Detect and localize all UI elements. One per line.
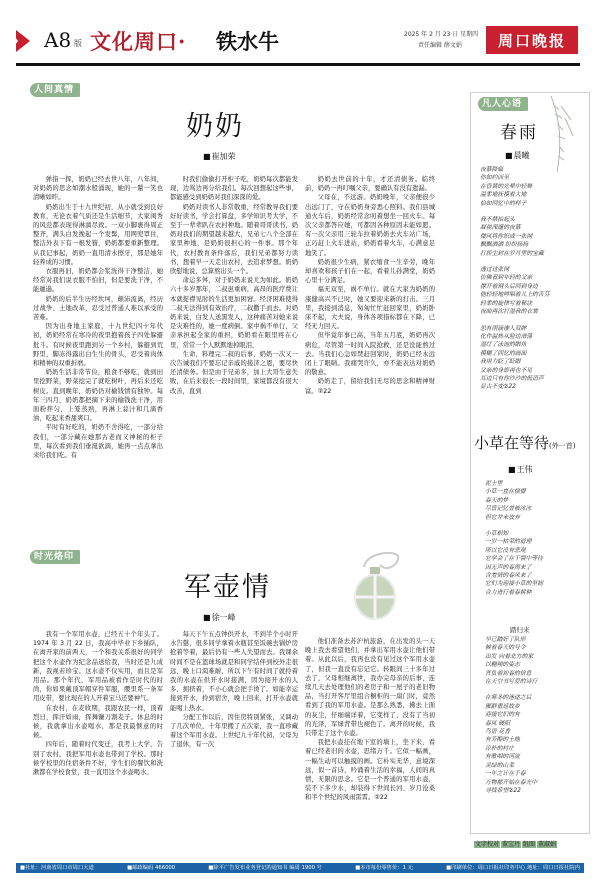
poem-line: 夜幕降临	[480, 167, 504, 173]
poem-line: 恰如回忆中的样子	[480, 200, 527, 207]
paragraph: 我有一个军用水壶，已经五十个年头了。1974 年 3 月 22 日，我高中毕业下乡插队，在离开家的前两天，一个和我关系很好的同学把这个水壶作为纪念品送给我，当时还是九成新，我视若珍宝。这水壶不仅实用，而且是军用品。那个年代，军用品被看作是时代的时尚，你如果戴顶军帽穿件军服，腰里系一条军用皮带，要比现在的人开着宝马还要神气。	[33, 631, 163, 703]
poem-line: 合力进行着春耕种	[485, 589, 532, 596]
poem-line: 微风将你织成一张网	[480, 233, 533, 240]
article2-column-2	[170, 630, 298, 852]
poem-line: 它们为迎接小草的坚韧	[485, 581, 543, 588]
editor-credit: 责任编辑 薛文娟	[418, 42, 462, 49]
poem-line: 所以它没有悲观	[485, 547, 526, 554]
poem-line: 寻找希望②22	[485, 787, 521, 794]
canteen-illustration	[340, 545, 420, 625]
poem-line: 候着春天的号令	[485, 645, 526, 652]
paragraph: 福无双至，祸不单行。就在大家为奶奶的康健高兴不已时，她又要迎来新的打击。三月里，我接到消息，匆匆忙忙赶回家里，奶奶卧床不起，大夫说，身体各项指标都在下降，已经无力回天。	[305, 286, 435, 331]
poem2-title	[474, 432, 575, 453]
poem-line: 湿红了泳池的眼角	[480, 342, 527, 349]
poem-line: 显古不变②22	[480, 384, 516, 391]
poem3-title: 踏归来	[510, 626, 530, 634]
credit-name-photo: 董淑娟	[538, 841, 557, 848]
section-tag-sidebar	[478, 97, 528, 111]
credit-name-proof: 董宝丹	[502, 841, 521, 848]
paragraph: 但毕竟年事已高，当年五月底，奶奶再次病危，尽管第一时间入院抢救，还是没能熬过去。当我们心急如焚赶回家时，奶奶已经永远闭上了眼睛。我痛哭许久，亦不能表达对奶奶的敬意。	[305, 332, 435, 377]
footer-address: ■社址：河南省周口市周口大道	[20, 865, 94, 871]
poem2-title-suffix: (外一首)	[549, 442, 576, 450]
poem-stanza	[480, 325, 584, 392]
poem1-byline: ■ 晨曦	[505, 150, 530, 161]
paragraph: 每天下午五点钟供开水，不到半个小时开水告罄，很多同学拿着水瓶甚至饭碗去锅炉房抢着等着，最后仍有一些人失望而去。我课余时间不是在篮球场就是和同学结伴到校外走很远，晚上口渴难耐，所以下午有时间了就拎着我的水壶在供开水时接满，因为接开水的人多，拥挤着，不小心就会把手烫了。如能幸运接到开水，拎到宿舍，晚上回来，打开水壶就能喝上热水。	[170, 631, 298, 712]
poem-line: 但它并未放弃	[485, 514, 520, 521]
poem-line: 思有雨滴渗入双眸	[480, 325, 527, 332]
poem-line: 有芳醇的土地	[485, 737, 520, 744]
paragraph: 在农村，在麦收期，我跟农民一样，顶着烈日，挥汗如雨，挥舞镰刀割麦子。休息的时候，我就拿出水壶喝水，那是我最惬意的时候。	[33, 704, 163, 740]
poem-line: 以翱翔的姿态	[485, 662, 520, 669]
poem2-title-text: 小草在等待	[474, 434, 550, 452]
page-credits	[474, 839, 558, 848]
section-tag-article2	[30, 550, 80, 564]
poem-line: 耳边只有你沙沙的低语声	[480, 375, 544, 382]
poem-line: 雁群重返故乡	[485, 703, 520, 710]
paragraph: 奶奶生活非常节俭，粮食不够吃，就到田里挖野菜，野菜挖完了就吃树叶，再后来还吃树皮。直到晚年，奶奶仍对榆钱情有独钟。每年三四月，奶奶都把摘下来的榆钱洗干净，用面粉拌匀，上笼蒸熟，再淋上蒜汁和几滴香油，吃起来香甜爽口。	[33, 369, 163, 423]
poem-line: 一年之计在于春	[485, 771, 526, 778]
poem-line: 尽管记忆曾被冰冻	[485, 506, 532, 513]
paragraph: 生命，料理完二叔的后事，奶奶一次又一次告诫我们不要忘记亲戚的接济之恩，要尽快还清债务。但是由于兄弟多，加上大哥生意失败，在后来很长一段时间里，家境都没有很大改善，直到	[170, 350, 298, 395]
poem-line: 鸟语 花香	[485, 729, 511, 736]
tag-label: 凡人心语	[482, 99, 523, 109]
issue-date: 2025 年 2 月 23 日 星期四	[404, 31, 479, 38]
header-rule	[16, 63, 580, 66]
paragraph: 时我们偷偷打开柜子吃，奶奶每次都能发现，边骂边再分给我们。每次回想起这些事，都能感受到奶奶对我们深深的爱。	[170, 176, 298, 202]
poem-line: 打捞尘封在岁月里的宝藏	[480, 250, 544, 257]
poem-line: 灵绿的山菜	[485, 762, 514, 769]
paragraph: 奶奶去世前的十年，才还清债务。临终前，奶奶一再叮嘱父亲，要确认有没有遗漏。	[305, 176, 435, 193]
poem-line: 我用力眨了眨眼	[480, 359, 521, 366]
paragraph: 他们准备去苏沪杭旅游，在出发的头一天晚上我去看望他们，并拿出军用水壶让他们带着。从此以后，我再也没有见过这个军用水壶了，但我一直没有忘记它。转眼间三十多年过去了，父母相继离世，我办完母亲的后事，连续几天去处理他们的老房子和一屋子的老旧物品，当打开客厅里组合橱柜的一扇门时，竟然看到了我的军用水壶。是那么熟悉，拂去上面的灰尘，仔细端详着，它变样了，没有了当初的光泽，军绿背带也褪色了。离开的时候，我只带走了这个水壶。	[305, 638, 435, 738]
poem-line: 泥土里	[485, 481, 503, 487]
poem-line: 迎接它们的有	[485, 712, 520, 719]
poem-stanza	[485, 636, 585, 686]
article2-column-3	[305, 637, 435, 852]
paragraph: 奶奶对读书人非常敬重，经常教导我们要好好读书，学会打算盘，多学知识考大学，不至于一辈辈趴在农村种地。随着哥哥读书，奶奶对我们的期望越来越大，兄弟七八个全部在家里种地，是奶奶很担心的一件事。那个年代，农村教育条件落后，我们兄弟都努力读书，想着早一天走出农村，去追求梦想。奶奶欣慰地说，总算熬出头一个。	[170, 203, 298, 276]
poem-line: 在天空书写爱的诗行	[485, 679, 538, 686]
paragraph: 分配工作以后，因住房特别紧张，又调动了几次单位，十年里搬了五次家，我一直珍藏着这个军用水壶。上世纪九十年代初，父母为了退休，有一次	[170, 713, 298, 749]
tag-label: 人间真情	[34, 85, 75, 95]
footer-printer: ■印刷单位：周口日报社印务中心 地址：周口日报社院内	[446, 865, 580, 871]
poem-line: 在寒冬的迷途之后	[485, 695, 532, 702]
poem-line: 因无声的春雨来了	[485, 564, 532, 571]
paragraph: 奶奶很少生病，紧衣缩食一生辛劳，晚年却喜欢和孩子们在一起，看着儿孙满堂，奶奶心里十分满足。	[305, 258, 435, 285]
footer-ad-license: ■除平广告发布业务登记的通知书 编周 1900 号	[208, 865, 322, 871]
article1-column-3	[305, 175, 435, 433]
poem-line: 一岁一枯荣的道理	[485, 539, 532, 546]
poem1-body	[480, 166, 584, 400]
poem-stanza	[485, 530, 585, 597]
poem-line: 撑开着钢头后回到身边	[480, 283, 538, 290]
paragraph: 因为出身地主家庭，十九世纪四十年代初，奶奶经常在寒冷的夜里抱着孩子四处躲避批斗。有时候夜里跑到另一个乡村，躲避到荒野里，脚冻得露出白生生的骨头，忍受着肉体和精神的双重折磨。	[33, 323, 163, 368]
footer-postcode: ■邮政编码 466000	[127, 865, 176, 871]
poem-line: 含羞情的春风来了	[485, 573, 532, 580]
footer-price: ■本市每份零售价：1 元	[355, 865, 413, 871]
poem-line: 你如约而至	[480, 175, 509, 182]
poem1-title: 春雨	[500, 123, 538, 143]
tag-label: 时光烙印	[34, 552, 75, 562]
poem-line: 透过这张网	[480, 267, 509, 274]
paragraph: 我把水壶挂在地下室的墙上，坐下来，看着已经老旧的水壶，思绪万千。它似一幅画，一幅生动可以触摸的画。它朴实无华、意境深远，似一首诗，吟诵着生活的幸福，人间的真情，无限的思念。它是一个普通的军用水壶，装不下多少水，却装得下世间长河、岁月沧桑和半个世纪的风雨雷霄。②22	[305, 739, 435, 802]
article1-title: 奶奶	[186, 111, 244, 142]
paragraph: 奶奶出生于十九世纪初，从小就受到良好教育，无论衣着气质还是生活细节，大家闺秀的风范都表现得淋漓尽致。一双小脚裹得周正整齐，满头白发挽起一个发髻，用网兜罩住，整洁外表下有一根发簪，奶奶都要重新整理。从我记事起，奶奶一直用清水擦牙，那是她年轻养成的习惯。	[33, 203, 163, 266]
poem-line: 小草相知	[485, 531, 509, 538]
poem-line: 仿佛看到年轻的父亲	[480, 275, 533, 282]
section-subtitle: 铁水牛	[216, 30, 279, 54]
poem-line: 温柔地抚摸着大地	[480, 192, 527, 199]
poem-line: 淳朴的村庄	[485, 745, 514, 752]
poem-line: 凝视深邃的夜幕	[480, 225, 521, 232]
article1-column-1	[33, 175, 163, 473]
poem-line: 有歌唱的河流	[485, 754, 520, 761]
poem2-byline: ■ 王伟	[508, 464, 533, 475]
poem3-body	[485, 636, 585, 803]
paragraph: 奶奶的后半生历经坎坷，颠沛流离，经历过战争、土地改革，忍受过普通人难以承受的苦难。	[33, 295, 163, 322]
poem-line: 在昏黄的光晕中轻舞	[480, 183, 533, 190]
credit-label-photo: 组图	[523, 841, 536, 848]
poem-line: 父亲的身影再也不见	[480, 367, 533, 374]
section-title: 文化周口·	[90, 29, 187, 54]
poem-line: 春风 暖阳	[485, 720, 511, 727]
poem-line: 他轻轻地哼唱着儿上的苦芬	[480, 292, 550, 299]
poem-line: 早已踏好了队形	[485, 637, 526, 643]
article2-title: 军壶情	[184, 572, 271, 603]
poem-line: 背负着初春的信息	[485, 670, 532, 677]
willow-branch-decoration	[545, 94, 585, 174]
poem-line: 夜曲再次打湿我的衣裳	[480, 309, 538, 316]
poem-stanza	[480, 266, 584, 316]
poem-line: 模糊了回忆的画面	[480, 350, 527, 357]
poem-stanza	[480, 166, 584, 208]
poem-line: 小草一直在憧憬	[485, 489, 526, 496]
paragraph: 弹指一挥，奶奶已经去世八年，八年间，对奶奶的思念如潮水般涌现，她的一颦一笑也清晰如昨。	[33, 176, 163, 202]
poem-line: 春天的梦	[485, 497, 509, 504]
poem-stanza	[480, 216, 584, 258]
paragraph: 命运多舛，对于奶奶来说尤为如此。奶奶六十多岁那年，二叔患重病，高昂的医疗费让本就捉襟见肘的生活更加困窘。经济困难使得二叔无法得到有效治疗，二叔撒手而去。对奶奶来说，白发人送黑发人，这种痛苦对她来说是灾难性的，她一度病倒。家中祸不单行，父亲承担起全家的重担，奶奶看在眼里疼在心里，常常一个人默默地掉眼泪，	[170, 277, 298, 349]
poem-line: 它学会了在干裂中等待	[485, 556, 543, 563]
poem-stanza	[485, 480, 585, 522]
article1-byline: ■ 崔加荣	[203, 151, 236, 162]
page-number-suffix: 版	[74, 39, 82, 48]
poem-line: 出发 向着北方的家	[485, 653, 534, 660]
article2-column-1	[33, 630, 163, 852]
page-number: A8	[44, 28, 72, 52]
article1-column-2	[170, 175, 298, 473]
paragraph: 奶奶走了，留给我们无尽的思念和精神财富。②22	[305, 378, 435, 395]
poem-stanza	[485, 694, 585, 795]
section-tag-article1	[30, 83, 80, 97]
paragraph: 四年后，随着时代变迁，我考上大学，告别了农村，我把军用水壶也带到了学校。那时候学校里的住宿条件不好，学生们的餐饮和洗漱都在学校食堂，我一直用这个水壶喝水。	[33, 741, 163, 777]
newspaper-logo: 周口晚报	[486, 26, 578, 54]
poem2-body	[485, 480, 585, 605]
poem-line: 轻柔的旋律写着秘诀	[480, 300, 533, 307]
article2-byline: ■ 徐一峰	[203, 612, 236, 623]
poem-line: 万物都开始在春光中	[485, 779, 538, 786]
poem-line: 我不禁抬起头	[480, 217, 515, 224]
section-chevron-icon	[16, 30, 30, 52]
paragraph: 父母在，不远游。奶奶晚年，父亲便很少出远门了，守在奶奶身旁悉心照料。我们县城通火车后，奶奶经常念叨着想坐一回火车。每次父亲都答应她，可都因各种原因未能如愿。有一次父亲用三轮车拉着奶奶去火车站广场，正巧赶上火车进站，奶奶看着火车，心满意足地笑了。	[305, 194, 435, 257]
paragraph: 衣服再旧，奶奶都会浆洗得干净整洁，她经常对我们说衣服不怕旧，但是要洗干净，不能邋遢。	[33, 268, 163, 294]
poem-line: 飘飘洒洒 纷纷扬扬	[480, 242, 529, 249]
paragraph: 平时有好吃的，奶奶不舍得吃，一部分给我们，一部分藏在她那古老而又神秘的柜子里，每次看到我们垂涎欲滴，她再一点点拿出来给我们吃。有	[33, 424, 163, 460]
credit-label-proof: 文字校对	[475, 841, 500, 848]
poem-line: 化作温热从脸边滑落	[480, 333, 533, 340]
footer-bar	[16, 863, 584, 873]
